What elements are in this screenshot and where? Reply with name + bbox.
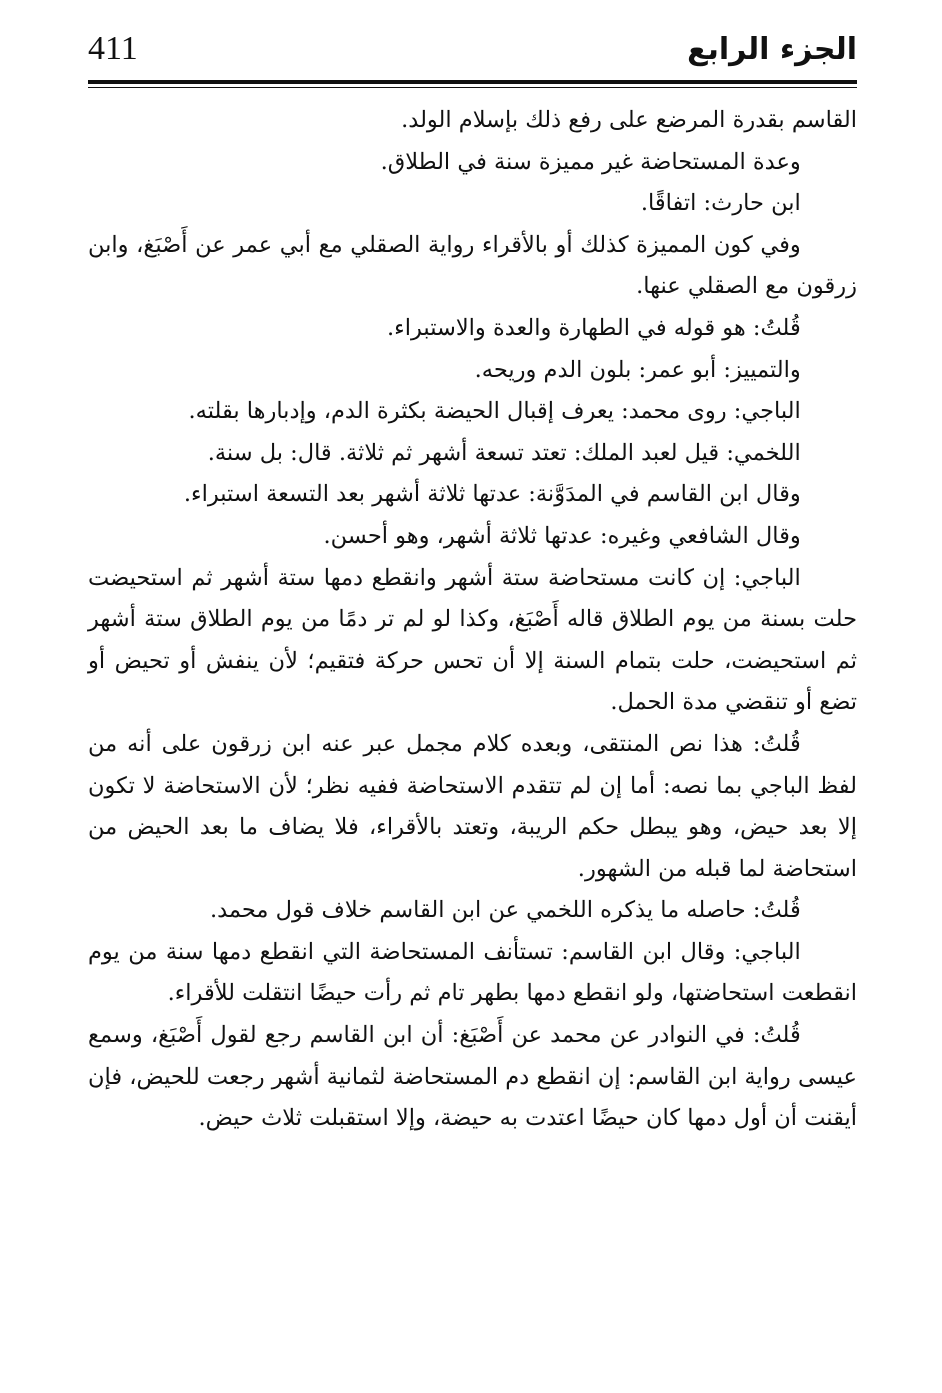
header-rule-thick [88,80,857,84]
paragraph: وقال ابن القاسم في المدَوَّنة: عدتها ثلاثة أشهر بعد التسعة استبراء. [183,481,801,508]
header-rule-thin [88,87,857,88]
paragraph: والتمييز: أبو عمر: بلون الدم وريحه. [474,356,801,383]
paragraph: الباجي: روى محمد: يعرف إقبال الحيضة بكثرة الدم، وإدبارها بقلته. [188,398,801,425]
paragraph: وفي كون المميزة كذلك أو بالأقراء رواية الصقلي مع أبي عمر عن أَصْبَغ، وابن زرقون مع الصقلي عنها. [88,231,857,300]
paragraph: القاسم بقدرة المرضع على رفع ذلك بإسلام الولد. [401,107,857,133]
page-number: 411 [88,30,138,67]
body-text [88,100,857,1140]
paragraph: وعدة المستحاضة غير مميزة سنة في الطلاق. [380,148,801,175]
paragraph: قُلتُ: في النوادر عن محمد عن أَصْبَغ: أن ابن القاسم رجع لقول أَصْبَغ، وسمع عيسى رواية ابن القاسم: إن انقطع دم المستحاضة لثمانية أشهر رجعت للحيض، فإن أيقنت أن أول دمها كان حيضًا اعتدت به حيضة، وإلا استقبلت ثلاث حيض. [88,1022,857,1132]
paragraph: الباجي: وقال ابن القاسم: تستأنف المستحاضة التي انقطع دمها سنة من يوم انقطعت استحاضتها، ولو انقطع دمها بطهر تام ثم رأت حيضًا انتقلت للأقراء. [88,938,857,1007]
paragraph: ابن حارث: اتفاقًا. [640,190,801,217]
paragraph: قُلتُ: هو قوله في الطهارة والعدة والاستبراء. [387,314,801,341]
paragraph: قُلتُ: هذا نص المنتقى، وبعده كلام مجمل عبر عنه ابن زرقون على أنه من لفظ الباجي بما نصه: أما إن لم تتقدم الاستحاضة ففيه نظر؛ لأن الاستحاضة لا تكون إلا بعد حيض، وهو يبطل حكم الريبة، وتعتد بالأقراء، فلا يضاف ما بعد الحيض من استحاضة لما قبله من الشهور. [88,730,857,882]
running-title: الجزء الرابع [687,32,857,67]
paragraph: اللخمي: قيل لعبد الملك: تعتد تسعة أشهر ثم ثلاثة. قال: بل سنة. [207,439,801,466]
paragraph: قُلتُ: حاصله ما يذكره اللخمي عن ابن القاسم خلاف قول محمد. [209,897,801,924]
paragraph: الباجي: إن كانت مستحاضة ستة أشهر وانقطع دمها ستة أشهر ثم استحيضت حلت بسنة من يوم الطلاق قاله أَصْبَغ، وكذا لو لم تر دمًا من يوم الطلاق ستة أشهر ثم استحيضت، حلت بتمام السنة إلا أن تحس حركة فتقيم؛ لأن ينفش أو تحيض أو تضع أو تنقضي مدة الحمل. [88,564,857,716]
page-header [88,28,857,80]
paragraph: وقال الشافعي وغيره: عدتها ثلاثة أشهر، وهو أحسن. [323,522,801,549]
